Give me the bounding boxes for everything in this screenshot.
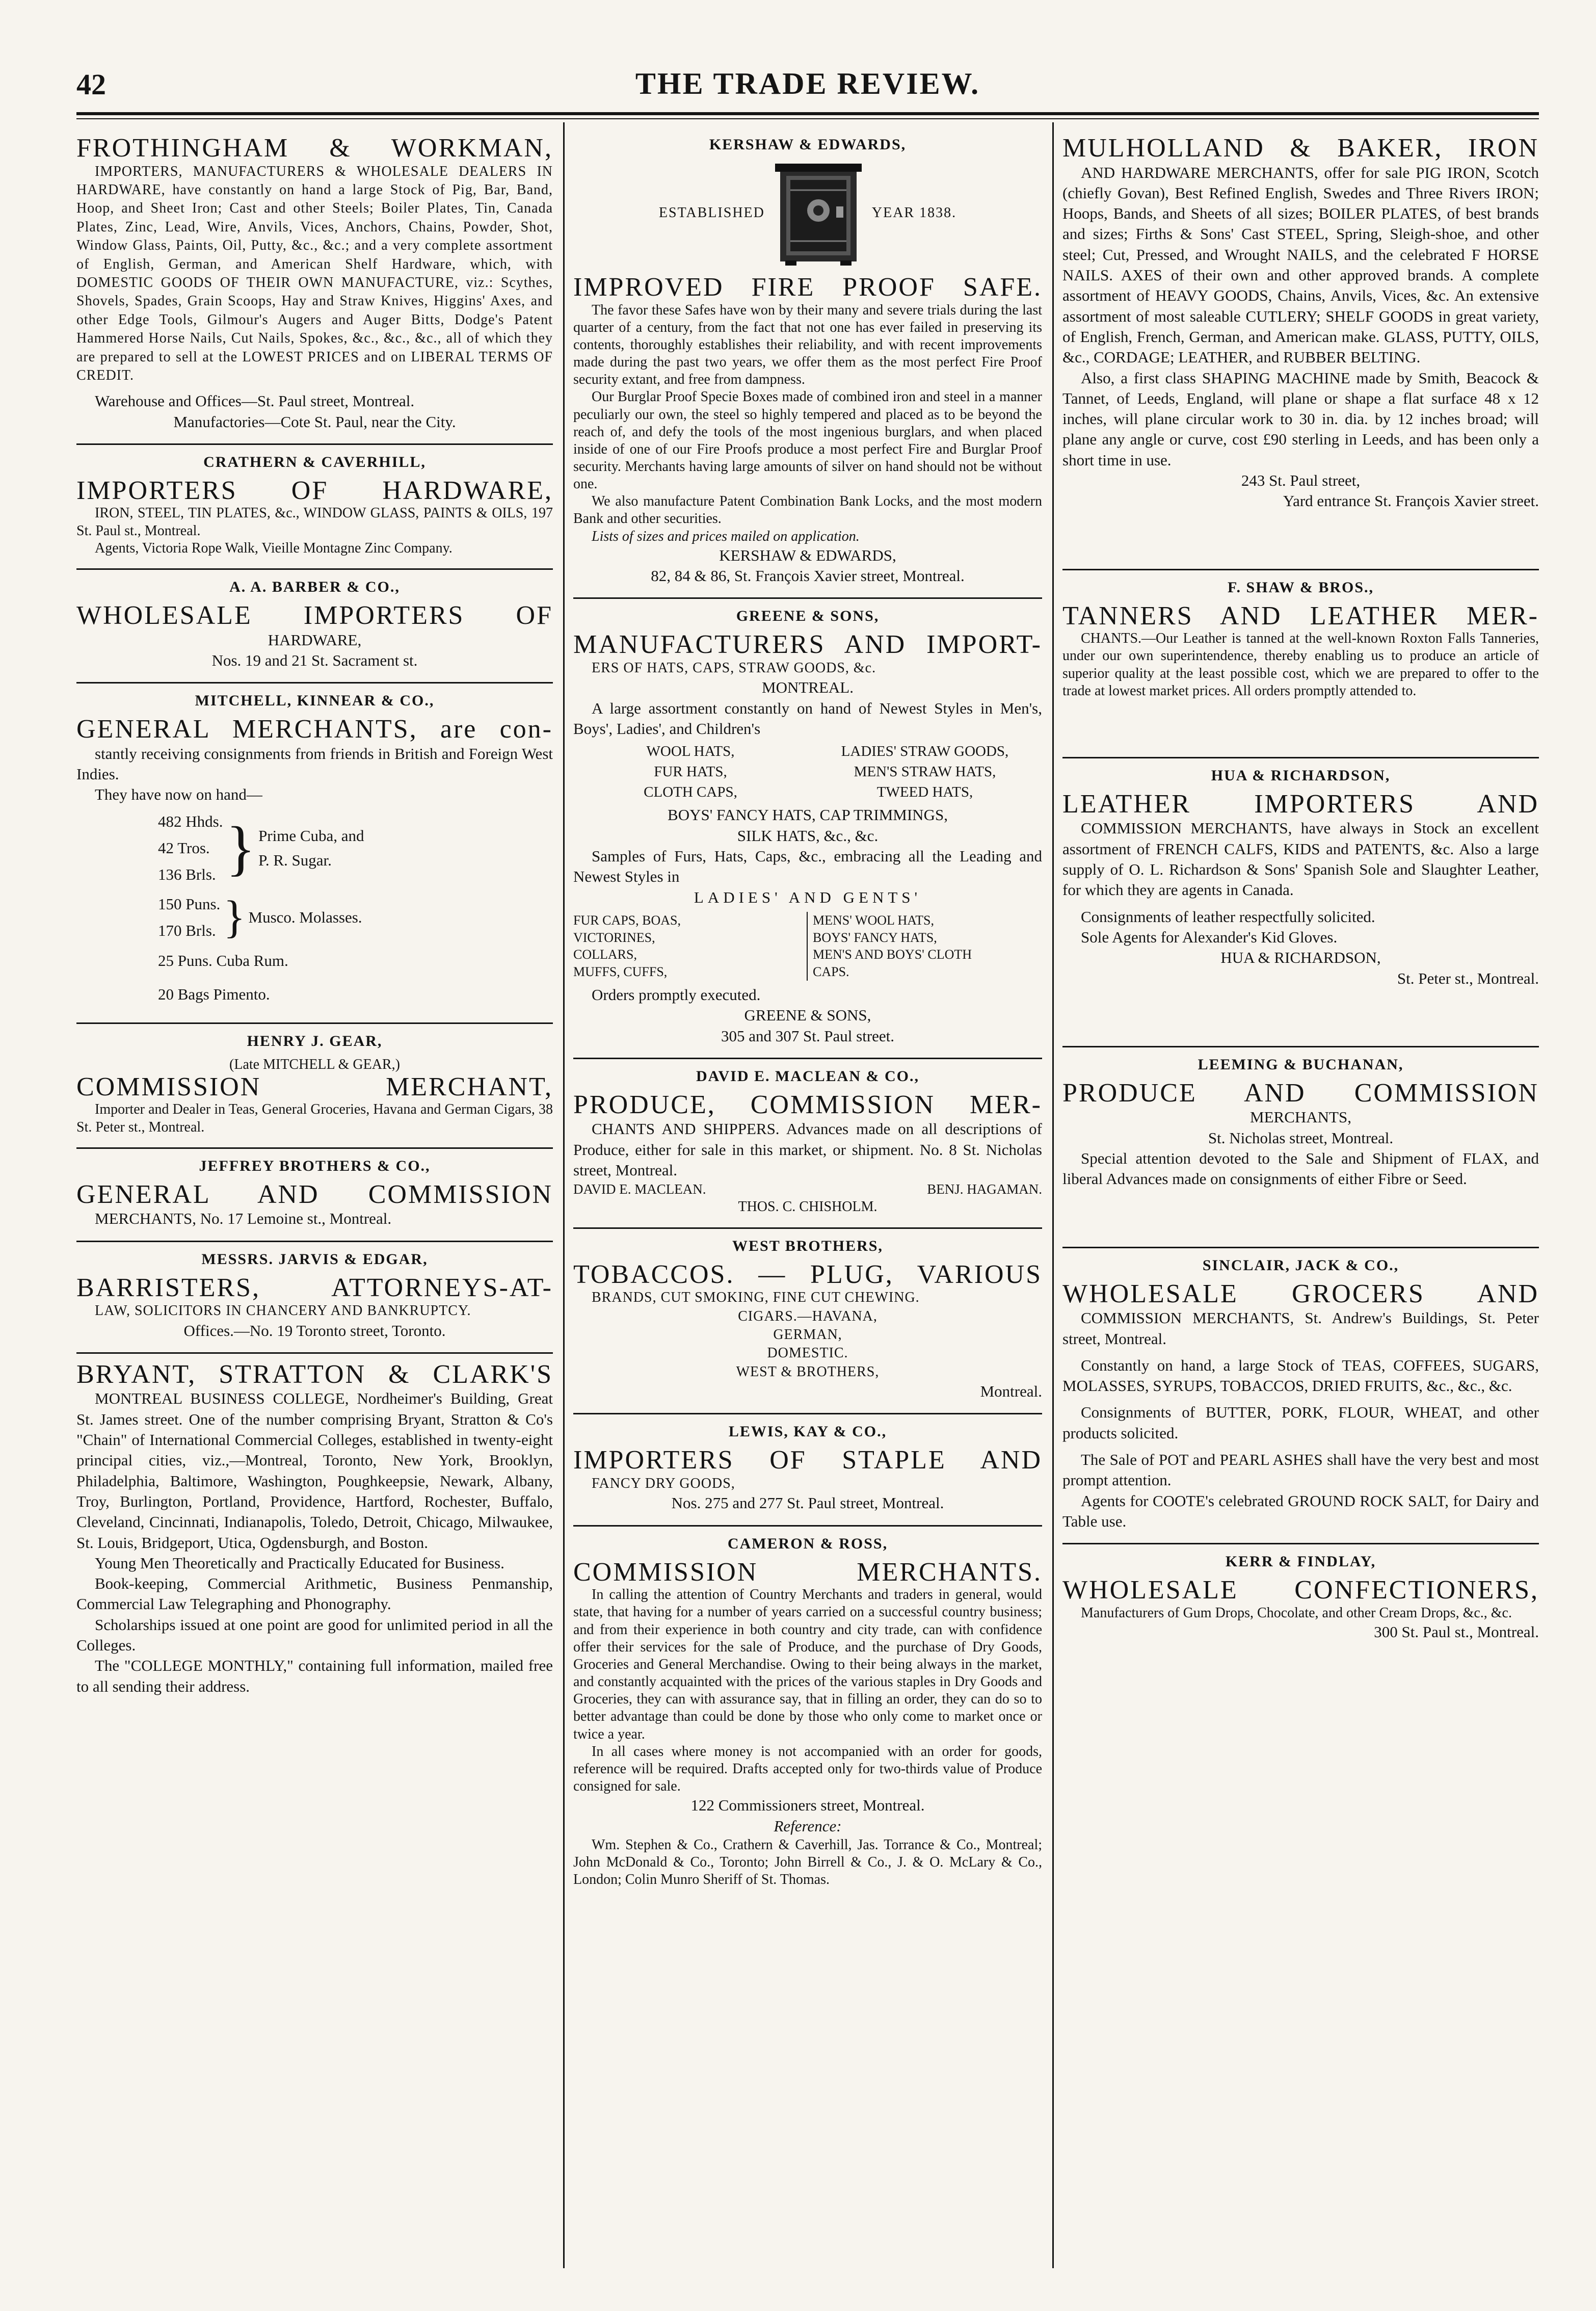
- ad-address: 243 St. Paul street,: [1241, 471, 1361, 490]
- ad-paragraph: We also manufacture Patent Combination Bank Locks, and the most modern Bank and other securities.: [573, 493, 1042, 527]
- ad-heading: SINCLAIR, JACK & CO.,: [1202, 1256, 1399, 1274]
- goods-item: SILK HATS, &c., &c.: [737, 826, 879, 845]
- ad-address: 122 Commissioners street, Montreal.: [690, 1796, 925, 1815]
- ad-body: LAW, SOLICITORS IN CHANCERY AND BANKRUPTCY.: [95, 1303, 471, 1319]
- ad-paragraph: Sole Agents for Alexander's Kid Gloves.: [1081, 928, 1338, 946]
- furs-item: MUFFS, CUFFS,: [573, 964, 668, 980]
- column-middle: [573, 127, 1042, 2268]
- safe-icon: [775, 160, 862, 267]
- goods-list: [573, 742, 1042, 802]
- goods-item: BOYS' FANCY HATS, CAP TRIMMINGS,: [668, 806, 948, 824]
- ad-body: MERCHANTS, No. 17 Lemoine st., Montreal.: [95, 1210, 392, 1228]
- ad-heading: GREENE & SONS,: [736, 608, 880, 625]
- furs-item: VICTORINES,: [573, 930, 655, 945]
- ad-title: GENERAL MERCHANTS, are con-: [76, 715, 553, 744]
- furs-item: MENS' WOOL HATS,: [813, 912, 934, 928]
- ad-body: MONTREAL BUSINESS COLLEGE, Nordheimer's Building, Great St. James street. One of the number comprising Bryant, Stratton & Co's "Chain" of International Commercial Colleges, established in twenty-eight principal cities, viz.,—Montreal, Toronto, New York, Brooklyn, Philadelphia, Baltimore, Washington, Poughkeepsie, Newark, Albany, Troy, Burlington, Portland, Providence, Hartford, Rochester, Buffalo, Cleveland, Cincinnati, Indianapolis, Toledo, Detroit, Chicago, Milwaukee, St. Louis, Bridgeport, Utica, Ogdensburgh, and Boston.: [76, 1389, 553, 1552]
- ad-mulholland: [1062, 127, 1539, 523]
- ad-signature: GREENE & SONS,: [744, 1006, 871, 1025]
- ad-body: IMPORTERS, MANUFACTURERS & WHOLESALE DEALERS IN HARDWARE, have constantly on hand a large Stock of Pig, Bar, Band, Hoop, and Sheet Iron; Cast and other Steels; Boiler Plates, Tin, Canada Plates, Zinc, Lead, Wire, Anvils, Vices, Anchors, Chains, Powder, Shot, Window Glass, Paints, Oil, Putty, &c., &c.; and a very complete assortment of English, German, and American Shelf Hardware, which, with DOMESTIC GOODS OF THEIR OWN MANUFACTURE, viz.: Scythes, Shovels, Spades, Grain Scoops, Hay and Straw Knives, Higgins' Axes, and other Edge Tools, Gilmour's Augers and Auger Bitts, Dodge's Patent Hammered Horse Nails, Cut Nails, Spokes, &c., &c., &c., all of which they are prepared to sell at the LOWEST PRICES and on LIBERAL TERMS OF CREDIT.: [76, 163, 553, 383]
- column-left: [76, 127, 553, 2268]
- ad-mitchell: [76, 682, 553, 1022]
- ad-address: Nos. 19 and 21 St. Sacrament st.: [211, 651, 418, 669]
- ad-signature: WEST & BROTHERS,: [736, 1363, 880, 1380]
- goods-item: CLOTH CAPS,: [644, 783, 737, 800]
- ad-heading: A. A. BARBER & CO.,: [229, 578, 400, 595]
- ad-kershaw: [573, 127, 1042, 597]
- ad-heading: CRATHERN & CAVERHILL,: [203, 453, 426, 470]
- ad-title: IMPORTERS OF HARDWARE,: [76, 476, 553, 505]
- brace: }: [226, 813, 256, 882]
- ad-title: IMPORTERS OF STAPLE AND: [573, 1446, 1042, 1475]
- year-label: YEAR 1838.: [871, 204, 957, 221]
- ad-title: PRODUCE, COMMISSION MER-: [573, 1090, 1042, 1119]
- furs-item: CAPS.: [813, 964, 849, 980]
- ad-body: stantly receiving consignments from friends in British and Foreign West Indies.: [76, 744, 553, 783]
- ad-heading: HUA & RICHARDSON,: [1211, 767, 1391, 784]
- ad-heading: KERR & FINDLAY,: [1225, 1553, 1376, 1570]
- established-label: ESTABLISHED: [658, 204, 765, 221]
- ad-body: The favor these Safes have won by their many and severe trials during the last quarter of a century, from the fact that not one has ever failed in preserving its contents, thoroughly establishes their reliability, and with recent improvements made during the past two years, we offer them as the most perfect Fire Proof security extant, and free from dampness.: [573, 302, 1042, 388]
- safe-banner: [573, 160, 1042, 267]
- ad-maclean: [573, 1058, 1042, 1227]
- brace: }: [223, 891, 246, 942]
- ad-title: COMMISSION MERCHANT,: [76, 1072, 553, 1101]
- ad-title: PRODUCE AND COMMISSION: [1062, 1078, 1539, 1108]
- ad-body: AND HARDWARE MERCHANTS, offer for sale PIG IRON, Scotch (chiefly Govan), Best Refined English, Swedes and Three Rivers IRON; Hoops, Bands, and Sheets of all sizes; BOILER PLATES, of best brands and sizes; Firths & Sons' Cast STEEL, Spring, Sleigh-shoe, and other steel; Cut, Pressed, and Wrought NAILS, and the celebrated F HORSE NAILS. AXES of their own and other approved brands. A complete assortment of HEAVY GOODS, Chains, Anvils, Vices, &c. An extensive assortment of most saleable CUTLERY; SHELF GOODS in great variety, of English, French, German, and American make. GLASS, PUTTY, OILS, &c., CORDAGE; LEATHER, and RUBBER BELTING.: [1062, 163, 1539, 366]
- ad-heading: MITCHELL, KINNEAR & CO.,: [195, 692, 435, 710]
- ad-title: LEATHER IMPORTERS AND: [1062, 789, 1539, 819]
- ad-paragraph: A large assortment constantly on hand of Newest Styles in Men's, Boys', Ladies', and Children's: [573, 699, 1042, 738]
- ad-title: COMMISSION MERCHANTS.: [573, 1557, 1042, 1587]
- inventory-item: 42 Tros.: [158, 838, 210, 857]
- ad-kerr: [1062, 1543, 1539, 1653]
- ad-heading: CAMERON & ROSS,: [727, 1535, 888, 1552]
- publication-title: THE TRADE REVIEW.: [635, 67, 980, 100]
- furs-list: [573, 912, 1042, 981]
- ad-signature: HUA & RICHARDSON,: [1220, 949, 1381, 967]
- inventory-molasses: [158, 891, 553, 944]
- ad-title: IMPROVED FIRE PROOF SAFE.: [573, 273, 1042, 302]
- goods-item: MEN'S STRAW HATS,: [854, 763, 996, 780]
- ad-cigars: CIGARS.—HAVANA,: [738, 1308, 877, 1324]
- page-number: 42: [76, 68, 106, 101]
- ad-paragraph: Also, a first class SHAPING MACHINE made by Smith, Beacock & Tannet, of Leeds, England, will plane or shape a flat surface 48 x 12 inches, will plane circular work to 30 in. dia. by 12 inches broad; will plane any angle or curve, cost £90 sterling in Leeds, and has been only a short time in use.: [1062, 369, 1539, 469]
- ad-late: (Late MITCHELL & GEAR,): [229, 1056, 400, 1072]
- ad-heading: LEWIS, KAY & CO.,: [728, 1423, 887, 1440]
- ad-body: ERS OF HATS, CAPS, STRAW GOODS, &c.: [592, 660, 876, 676]
- inventory-sugar: [158, 808, 553, 888]
- inventory-item: 482 Hhds.: [158, 812, 223, 830]
- ad-warehouse: Warehouse and Offices—St. Paul street, Montreal.: [95, 392, 415, 410]
- column-divider-2: [1052, 122, 1054, 2268]
- ad-paragraph: Book-keeping, Commercial Arithmetic, Business Penmanship, Commercial Law Telegraphing and Phonography.: [76, 1574, 553, 1613]
- ad-title: WHOLESALE GROCERS AND: [1062, 1279, 1539, 1308]
- column-right: [1062, 127, 1539, 2268]
- inventory-item: 25 Puns. Cuba Rum.: [158, 951, 288, 969]
- furs-item: FUR CAPS, BOAS,: [573, 912, 681, 928]
- ad-cameron: [573, 1525, 1042, 1900]
- ad-paragraph: Constantly on hand, a large Stock of TEAS, COFFEES, SUGARS, MOLASSES, SYRUPS, TOBACCOS, DRIED FRUITS, &c., &c., &c.: [1062, 1356, 1539, 1395]
- ad-body: FANCY DRY GOODS,: [592, 1476, 735, 1492]
- ad-heading: HENRY J. GEAR,: [247, 1032, 383, 1049]
- ad-paragraph: Our Burglar Proof Specie Boxes made of combined iron and steel in a manner peculiarly our own, the steel so highly tempered and placed as to be beyond the reach of, and defy the tools of the most ingenious burglars, and when placed inside of one of our Fire Proofs produce a most perfect Fire and Burglar Proof security. Merchants having large amounts of silver on hand should not be without one.: [573, 389, 1042, 492]
- ad-body: CHANTS.—Our Leather is tanned at the well-known Roxton Falls Tanneries, under our own superintendence, thereby enabling us to produce an article of superior quality at the least possible cost, which we are prepared to offer to the trade at lowest market prices. All orders promptly attended to.: [1062, 631, 1539, 699]
- inventory-item: 136 Brls.: [158, 865, 216, 883]
- ad-paragraph: Scholarships issued at one point are good for unlimited period in all the Colleges.: [76, 1615, 553, 1654]
- ad-body: Manufacturers of Gum Drops, Chocolate, and other Cream Drops, &c., &c.: [1081, 1605, 1512, 1621]
- inventory-label: Musco. Molasses.: [248, 908, 362, 926]
- ad-title: BRYANT, STRATTON & CLARK'S: [76, 1359, 553, 1389]
- ad-heading: KERSHAW & EDWARDS,: [709, 136, 907, 153]
- ad-gear: [76, 1022, 553, 1147]
- masthead-rule: [76, 112, 1539, 115]
- ad-body: Special attention devoted to the Sale and Shipment of FLAX, and liberal Advances made on consignments of either Fibre or Seed.: [1062, 1149, 1539, 1188]
- furs-item: BOYS' FANCY HATS,: [813, 930, 937, 945]
- ad-paragraph: The "COLLEGE MONTHLY," containing full information, mailed free to all sending their address.: [76, 1657, 553, 1695]
- inventory-item: 20 Bags Pimento.: [158, 985, 270, 1003]
- ad-line: HARDWARE,: [268, 631, 362, 649]
- ad-body: IRON, STEEL, TIN PLATES, &c., WINDOW GLASS, PAINTS & OILS, 197 St. Paul st., Montreal.: [76, 505, 553, 539]
- ad-body: COMMISSION MERCHANTS, have always in Stock an excellent assortment of FRENCH CALFS, KIDS and PATENTS, &c. Also a large supply of O. L. Richardson & Sons' Spanish Sole and Slaughter Leather, for which they are agents in Canada.: [1062, 819, 1539, 899]
- ad-references: Wm. Stephen & Co., Crathern & Caverhill, Jas. Torrance & Co., Montreal; John McDonald & Co., Toronto; John Birrell & Co., J. & O. McLary & Co., London; Colin Munro Sheriff of St. Thomas.: [573, 1836, 1042, 1888]
- inventory-label: Prime Cuba, and: [258, 826, 364, 845]
- ad-body: In calling the attention of Country Merchants and traders in general, would state, that having for a number of years carried on a successful country business; and from their experience in both country and city trade, can with confidence offer their services for the sale of Produce, and the purchase of Dry Goods, Groceries and General Merchandise. Owing to their being always in the market, and constantly acquainted with the prices of the various staples in Dry Goods and Groceries, they can with assurance say, that in filling an order, they can do so to better advantage than could be done by those who only come to market once or twice a year.: [573, 1587, 1042, 1742]
- ad-greene: [573, 597, 1042, 1058]
- ad-hua: [1062, 757, 1539, 1000]
- ad-address: 82, 84 & 86, St. François Xavier street, Montreal.: [651, 567, 965, 585]
- ad-title: FROTHINGHAM & WORKMAN,: [76, 134, 553, 163]
- ad-bryant: [76, 1352, 553, 1708]
- partner-name: THOS. C. CHISHOLM.: [738, 1199, 877, 1215]
- ad-heading: MESSRS. JARVIS & EDGAR,: [201, 1250, 428, 1268]
- goods-item: FUR HATS,: [654, 763, 727, 780]
- goods-item: WOOL HATS,: [646, 743, 735, 760]
- masthead: [76, 61, 1539, 112]
- ad-title: MANUFACTURERS AND IMPORT-: [573, 630, 1042, 660]
- ad-body: Importer and Dealer in Teas, General Groceries, Havana and German Cigars, 38 St. Peter st., Montreal.: [76, 1101, 553, 1135]
- ad-shaw: [1062, 569, 1539, 711]
- ad-paragraph: Consignments of leather respectfully solicited.: [1081, 907, 1375, 926]
- ad-signature: KERSHAW & EDWARDS,: [719, 546, 896, 564]
- ad-jarvis: [76, 1241, 553, 1352]
- ad-paragraph: Agents for COOTE's celebrated GROUND ROCK SALT, for Dairy and Table use.: [1062, 1491, 1539, 1530]
- ad-offices: Offices.—No. 19 Toronto street, Toronto.: [183, 1321, 446, 1340]
- ad-west: [573, 1227, 1042, 1413]
- ad-heading: JEFFREY BROTHERS & CO.,: [199, 1157, 431, 1174]
- ad-heading: DAVID E. MACLEAN & CO.,: [696, 1067, 919, 1085]
- ad-leeming: [1062, 1046, 1539, 1201]
- ad-agents: Agents, Victoria Rope Walk, Vieille Montagne Zinc Company.: [95, 540, 453, 556]
- ad-sinclair: [1062, 1247, 1539, 1543]
- furs-item: MEN'S AND BOYS' CLOTH: [813, 947, 972, 962]
- ad-city: MONTREAL.: [762, 678, 854, 697]
- ad-title: TANNERS AND LEATHER MER-: [1062, 601, 1539, 631]
- inventory-item: 170 Brls.: [158, 921, 216, 939]
- ad-address: 300 St. Paul st., Montreal.: [1374, 1622, 1539, 1641]
- ad-cigars-german: GERMAN,: [773, 1326, 842, 1343]
- ad-intro: They have now on hand—: [95, 785, 262, 804]
- ad-title: MULHOLLAND & BAKER, IRON: [1062, 134, 1539, 163]
- goods-item: LADIES' STRAW GOODS,: [841, 743, 1009, 760]
- ad-orders: Orders promptly executed.: [592, 985, 761, 1004]
- ad-cigars-domestic: DOMESTIC.: [767, 1345, 848, 1361]
- ad-paragraph: Young Men Theoretically and Practically Educated for Business.: [95, 1554, 504, 1572]
- ad-paragraph: In all cases where money is not accompanied with an order for goods, reference will be required. Drafts accepted only for two-thirds value of Produce consigned for sale.: [573, 1743, 1042, 1795]
- ad-body: CHANTS AND SHIPPERS. Advances made on all descriptions of Produce, either for sale in this market, or shipment. No. 8 St. Nicholas street, Montreal.: [573, 1120, 1042, 1179]
- ad-paragraph: The Sale of POT and PEARL ASHES shall have the very best and most prompt attention.: [1062, 1450, 1539, 1489]
- ad-city: Montreal.: [980, 1382, 1042, 1401]
- ad-line: MERCHANTS,: [1250, 1108, 1351, 1126]
- partner-name: BENJ. HAGAMAN.: [927, 1181, 1042, 1197]
- ad-crathern: [76, 443, 553, 568]
- ad-title: WHOLESALE CONFECTIONERS,: [1062, 1575, 1539, 1605]
- ad-heading: LEEMING & BUCHANAN,: [1198, 1056, 1404, 1073]
- ad-jeffrey: [76, 1147, 553, 1241]
- ad-title: GENERAL AND COMMISSION: [76, 1179, 553, 1209]
- inventory-label: P. R. Sugar.: [258, 851, 332, 869]
- column-divider-1: [563, 122, 565, 2268]
- ad-paragraph: Lists of sizes and prices mailed on application.: [592, 528, 860, 544]
- ad-barber: [76, 568, 553, 682]
- partners: [573, 1180, 1042, 1198]
- ad-frothingham: [76, 127, 553, 443]
- ad-title: WHOLESALE IMPORTERS OF: [76, 600, 553, 630]
- ad-heading: F. SHAW & BROS.,: [1227, 579, 1374, 596]
- ad-entrance: Yard entrance St. François Xavier street.: [1283, 492, 1539, 510]
- partner-name: DAVID E. MACLEAN.: [573, 1181, 706, 1197]
- ad-address: Nos. 275 and 277 St. Paul street, Montreal.: [671, 1494, 944, 1512]
- ad-body: BRANDS, CUT SMOKING, FINE CUT CHEWING.: [592, 1290, 920, 1306]
- ad-paragraph: Consignments of BUTTER, PORK, FLOUR, WHEAT, and other products solicited.: [1062, 1403, 1539, 1442]
- ad-ladies: LADIES' AND GENTS': [694, 888, 922, 906]
- ad-title: BARRISTERS, ATTORNEYS-AT-: [76, 1273, 553, 1302]
- ad-reference-label: Reference:: [774, 1817, 842, 1835]
- ad-lewis: [573, 1413, 1042, 1525]
- ad-body: COMMISSION MERCHANTS, St. Andrew's Buildings, St. Peter street, Montreal.: [1062, 1309, 1539, 1348]
- ad-title: TOBACCOS. — PLUG, VARIOUS: [573, 1259, 1042, 1289]
- ad-factories: Manufactories—Cote St. Paul, near the City.: [173, 412, 456, 431]
- ad-paragraph: Samples of Furs, Hats, Caps, &c., embracing all the Leading and Newest Styles in: [573, 847, 1042, 886]
- masthead-rule-thin: [76, 118, 1539, 119]
- ad-address: St. Peter st., Montreal.: [1397, 969, 1539, 987]
- furs-item: COLLARS,: [573, 947, 637, 962]
- goods-item: TWEED HATS,: [876, 783, 973, 800]
- inventory-item: 150 Puns.: [158, 895, 221, 913]
- ad-address: St. Nicholas street, Montreal.: [1208, 1128, 1394, 1147]
- ad-address: 305 and 307 St. Paul street.: [721, 1027, 895, 1045]
- ad-heading: WEST BROTHERS,: [732, 1237, 883, 1254]
